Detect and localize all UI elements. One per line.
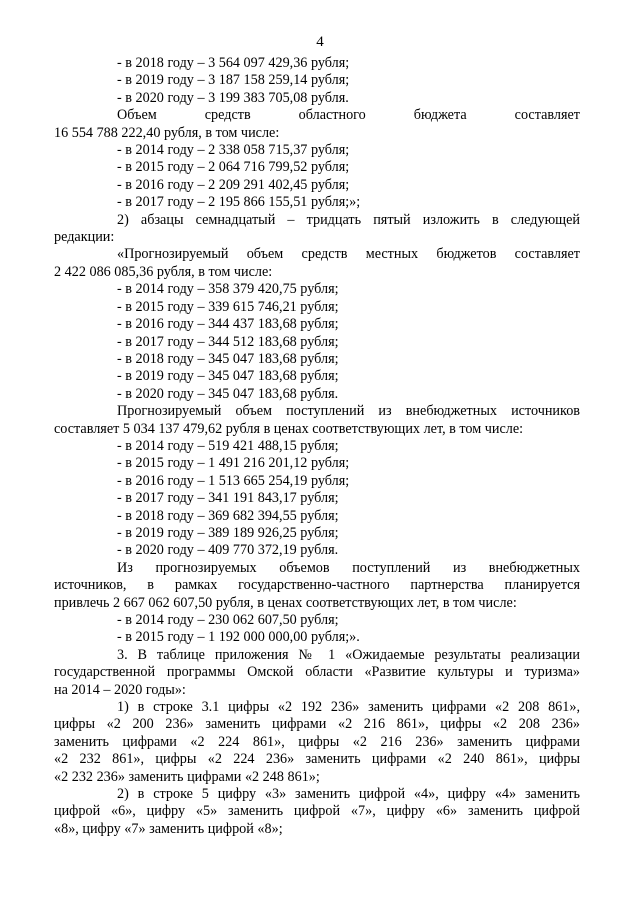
text-line: 16 554 788 222,40 рубля, в том числе:: [54, 124, 280, 141]
text-line: - в 2017 году – 2 195 866 155,51 рубля;»;: [117, 194, 361, 211]
text-line: Прогнозируемый объем поступлений из внебюджетных источников: [117, 403, 580, 420]
text-line: - в 2014 году – 358 379 420,75 рубля;: [117, 281, 339, 298]
text-line: Из прогнозируемых объемов поступлений из внебюджетных: [117, 559, 580, 576]
text-line: - в 2019 году – 3 187 158 259,14 рубля;: [117, 72, 350, 89]
text-line: - в 2014 году – 230 062 607,50 рубля;: [117, 612, 339, 628]
text-line: на 2014 – 2020 годы»:: [54, 681, 186, 698]
text-line: - в 2016 году – 1 513 665 254,19 рубля;: [117, 472, 350, 489]
text-line: «8», цифру «7» заменить цифрой «8»;: [54, 820, 283, 837]
text-line: - в 2015 году – 339 615 746,21 рубля;: [117, 298, 339, 315]
text-line: 2) абзацы семнадцатый – тридцать пятый изложить в следующей: [117, 211, 580, 228]
text-line: привлечь 2 667 062 607,50 рубля, в ценах соответствующих лет, в том числе:: [54, 594, 517, 611]
text-line: Объем средств областного бюджета составляет: [117, 107, 580, 124]
text-line: 3. В таблице приложения № 1 «Ожидаемые результаты реализации: [117, 646, 580, 663]
text-line: заменить цифрами «2 224 861», цифры «2 216 236» заменить цифрами: [54, 733, 580, 750]
document-body: [54, 55, 580, 838]
text-line: - в 2016 году – 344 437 183,68 рубля;: [117, 316, 339, 333]
text-line: - в 2019 году – 389 189 926,25 рубля;: [117, 524, 339, 541]
text-line: - в 2016 году – 2 209 291 402,45 рубля;: [117, 176, 350, 193]
text-line: 2 422 086 085,36 рубля, в том числе:: [54, 263, 273, 280]
text-line: цифры «2 200 236» заменить цифрами «2 216 861», цифры «2 208 236»: [54, 716, 580, 733]
text-line: - в 2017 году – 344 512 183,68 рубля;: [117, 333, 339, 350]
text-line: - в 2017 году – 341 191 843,17 рубля;: [117, 490, 339, 507]
text-line: редакции:: [54, 229, 115, 246]
text-line: - в 2014 году – 519 421 488,15 рубля;: [117, 437, 339, 454]
text-line: - в 2015 году – 1 491 216 201,12 рубля;: [117, 455, 350, 472]
text-line: «2 232 236» заменить цифрами «2 248 861»;: [54, 768, 320, 785]
text-line: «2 232 861», цифры «2 224 236» заменить цифрами «2 240 861», цифры: [54, 751, 580, 768]
page-number: 4: [316, 34, 324, 50]
text-line: - в 2015 году – 2 064 716 799,52 рубля;: [117, 159, 350, 176]
text-line: - в 2018 году – 345 047 183,68 рубля;: [117, 350, 339, 367]
text-line: составляет 5 034 137 479,62 рубля в ценах соответствующих лет, в том числе:: [54, 420, 524, 437]
text-line: - в 2014 году – 2 338 058 715,37 рубля;: [117, 142, 350, 159]
text-line: - в 2015 году – 1 192 000 000,00 рубля;».: [117, 629, 360, 646]
text-line: источников, в рамках государственно-частного партнерства планируется: [54, 577, 580, 594]
text-line: государственной программы Омской области «Развитие культуры и туризма»: [54, 664, 580, 681]
text-line: - в 2019 году – 345 047 183,68 рубля;: [117, 368, 339, 385]
text-line: - в 2020 году – 345 047 183,68 рубля.: [117, 385, 339, 402]
text-line: - в 2020 году – 3 199 383 705,08 рубля.: [117, 89, 349, 106]
text-line: 2) в строке 5 цифру «3» заменить цифрой «4», цифру «4» заменить: [117, 786, 580, 803]
text-line: 1) в строке 3.1 цифры «2 192 236» заменить цифрами «2 208 861»,: [117, 699, 580, 716]
text-line: цифрой «6», цифру «5» заменить цифрой «7», цифру «6» заменить цифрой: [54, 803, 580, 820]
text-line: «Прогнозируемый объем средств местных бюджетов составляет: [117, 246, 580, 263]
text-line: - в 2020 году – 409 770 372,19 рубля.: [117, 542, 339, 559]
text-line: - в 2018 году – 369 682 394,55 рубля;: [117, 507, 339, 524]
text-line: - в 2018 году – 3 564 097 429,36 рубля;: [117, 55, 350, 71]
